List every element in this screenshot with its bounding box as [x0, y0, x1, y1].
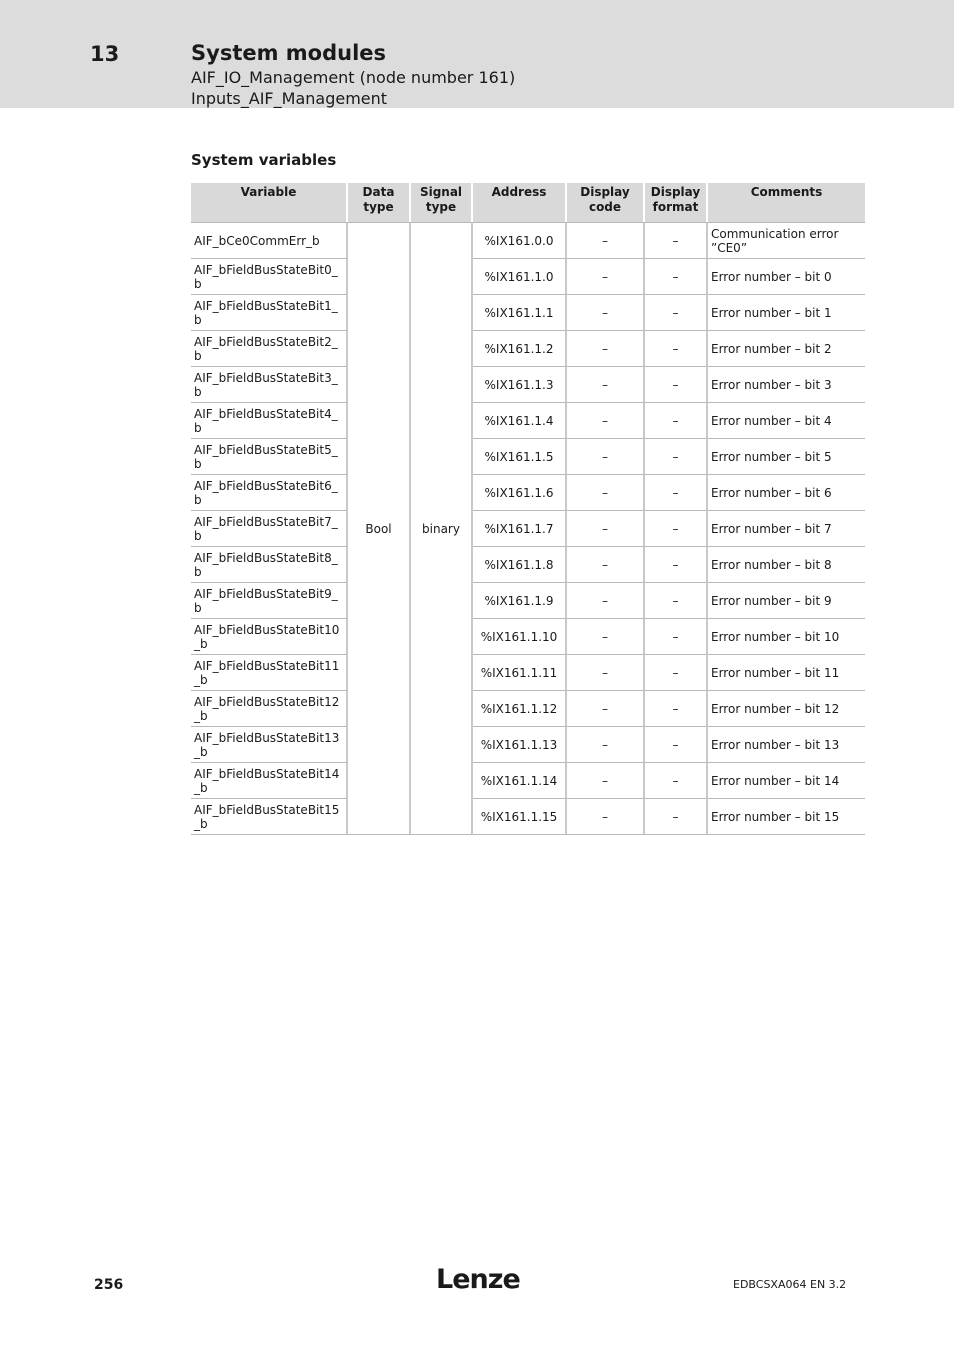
- lenze-logo: Lenze: [436, 1264, 520, 1295]
- column-header-signal-type: Signal type: [411, 183, 473, 222]
- cell-display-code: –: [567, 295, 645, 331]
- cell-variable: AIF_bFieldBusStateBit9_b: [191, 583, 348, 619]
- table-row: [191, 691, 865, 727]
- cell-signal-type: binary: [411, 222, 473, 835]
- table-row: [191, 547, 865, 583]
- cell-variable: AIF_bFieldBusStateBit15_b: [191, 799, 348, 835]
- cell-display-format: –: [645, 367, 708, 403]
- cell-display-code: –: [567, 259, 645, 295]
- column-header-data-type: Data type: [348, 183, 411, 222]
- cell-display-format: –: [645, 295, 708, 331]
- cell-comment: Error number – bit 15: [708, 799, 865, 835]
- cell-display-format: –: [645, 583, 708, 619]
- cell-display-format: –: [645, 799, 708, 835]
- cell-display-format: –: [645, 727, 708, 763]
- table-body: [191, 222, 865, 835]
- cell-address: %IX161.1.2: [473, 331, 567, 367]
- cell-display-format: –: [645, 331, 708, 367]
- cell-comment: Error number – bit 0: [708, 259, 865, 295]
- cell-address: %IX161.1.1: [473, 295, 567, 331]
- cell-display-code: –: [567, 547, 645, 583]
- table-row: [191, 799, 865, 835]
- cell-comment: Error number – bit 12: [708, 691, 865, 727]
- cell-variable: AIF_bFieldBusStateBit11_b: [191, 655, 348, 691]
- cell-display-format: –: [645, 619, 708, 655]
- cell-address: %IX161.1.6: [473, 475, 567, 511]
- cell-display-code: –: [567, 439, 645, 475]
- cell-variable: AIF_bFieldBusStateBit12_b: [191, 691, 348, 727]
- table-row: [191, 259, 865, 295]
- cell-address: %IX161.1.5: [473, 439, 567, 475]
- cell-display-code: –: [567, 331, 645, 367]
- cell-address: %IX161.1.14: [473, 763, 567, 799]
- cell-variable: AIF_bFieldBusStateBit1_b: [191, 295, 348, 331]
- cell-display-code: –: [567, 691, 645, 727]
- table-row: [191, 619, 865, 655]
- cell-variable: AIF_bFieldBusStateBit2_b: [191, 331, 348, 367]
- table-row: [191, 222, 865, 259]
- cell-display-format: –: [645, 403, 708, 439]
- cell-address: %IX161.1.0: [473, 259, 567, 295]
- cell-comment: Communication error ”CE0”: [708, 222, 865, 259]
- cell-display-code: –: [567, 222, 645, 259]
- chapter-title: System modules: [191, 41, 387, 65]
- table-row: [191, 439, 865, 475]
- column-header-display-format: Display format: [645, 183, 708, 222]
- chapter-subtitle-module: AIF_IO_Management (node number 161): [191, 68, 516, 87]
- table-row: [191, 727, 865, 763]
- cell-comment: Error number – bit 11: [708, 655, 865, 691]
- cell-variable: AIF_bFieldBusStateBit0_b: [191, 259, 348, 295]
- cell-comment: Error number – bit 5: [708, 439, 865, 475]
- cell-variable: AIF_bFieldBusStateBit10_b: [191, 619, 348, 655]
- system-variables-table: [191, 183, 865, 835]
- cell-display-code: –: [567, 763, 645, 799]
- chapter-number: 13: [90, 42, 120, 66]
- table-row: [191, 511, 865, 547]
- table-row: [191, 763, 865, 799]
- cell-address: %IX161.1.11: [473, 655, 567, 691]
- table-row: [191, 367, 865, 403]
- cell-variable: AIF_bFieldBusStateBit4_b: [191, 403, 348, 439]
- cell-display-code: –: [567, 511, 645, 547]
- table-row: [191, 583, 865, 619]
- cell-data-type: Bool: [348, 222, 411, 835]
- cell-display-format: –: [645, 691, 708, 727]
- chapter-subtitle-inputs: Inputs_AIF_Management: [191, 89, 388, 108]
- cell-display-code: –: [567, 367, 645, 403]
- cell-variable: AIF_bFieldBusStateBit13_b: [191, 727, 348, 763]
- column-header-variable: Variable: [191, 183, 348, 222]
- cell-address: %IX161.1.9: [473, 583, 567, 619]
- table-row: [191, 403, 865, 439]
- cell-comment: Error number – bit 3: [708, 367, 865, 403]
- cell-address: %IX161.1.13: [473, 727, 567, 763]
- cell-variable: AIF_bFieldBusStateBit8_b: [191, 547, 348, 583]
- cell-comment: Error number – bit 9: [708, 583, 865, 619]
- cell-comment: Error number – bit 13: [708, 727, 865, 763]
- cell-address: %IX161.1.8: [473, 547, 567, 583]
- cell-address: %IX161.1.12: [473, 691, 567, 727]
- cell-variable: AIF_bFieldBusStateBit14_b: [191, 763, 348, 799]
- cell-display-code: –: [567, 799, 645, 835]
- cell-comment: Error number – bit 4: [708, 403, 865, 439]
- cell-display-code: –: [567, 619, 645, 655]
- cell-display-format: –: [645, 222, 708, 259]
- cell-display-code: –: [567, 655, 645, 691]
- cell-comment: Error number – bit 14: [708, 763, 865, 799]
- cell-variable: AIF_bFieldBusStateBit7_b: [191, 511, 348, 547]
- cell-comment: Error number – bit 7: [708, 511, 865, 547]
- cell-address: %IX161.1.7: [473, 511, 567, 547]
- cell-comment: Error number – bit 10: [708, 619, 865, 655]
- cell-display-code: –: [567, 403, 645, 439]
- cell-display-format: –: [645, 511, 708, 547]
- cell-display-code: –: [567, 583, 645, 619]
- cell-display-format: –: [645, 655, 708, 691]
- cell-address: %IX161.1.15: [473, 799, 567, 835]
- table-row: [191, 655, 865, 691]
- cell-address: %IX161.1.4: [473, 403, 567, 439]
- cell-variable: AIF_bFieldBusStateBit3_b: [191, 367, 348, 403]
- document-reference: EDBCSXA064 EN 3.2: [733, 1278, 847, 1291]
- column-header-display-code: Display code: [567, 183, 645, 222]
- page-number: 256: [94, 1277, 124, 1293]
- cell-display-format: –: [645, 439, 708, 475]
- column-header-comments: Comments: [708, 183, 865, 222]
- cell-address: %IX161.1.10: [473, 619, 567, 655]
- table-row: [191, 475, 865, 511]
- cell-comment: Error number – bit 1: [708, 295, 865, 331]
- cell-comment: Error number – bit 8: [708, 547, 865, 583]
- cell-comment: Error number – bit 2: [708, 331, 865, 367]
- cell-comment: Error number – bit 6: [708, 475, 865, 511]
- cell-display-format: –: [645, 259, 708, 295]
- cell-address: %IX161.1.3: [473, 367, 567, 403]
- cell-display-code: –: [567, 727, 645, 763]
- section-title: System variables: [191, 151, 337, 169]
- table-header-row: [191, 183, 865, 222]
- cell-display-format: –: [645, 763, 708, 799]
- cell-display-format: –: [645, 547, 708, 583]
- cell-display-format: –: [645, 475, 708, 511]
- table-row: [191, 295, 865, 331]
- column-header-address: Address: [473, 183, 567, 222]
- cell-variable: AIF_bFieldBusStateBit6_b: [191, 475, 348, 511]
- cell-variable: AIF_bCe0CommErr_b: [191, 222, 348, 259]
- table-row: [191, 331, 865, 367]
- header-band: [0, 0, 954, 108]
- cell-display-code: –: [567, 475, 645, 511]
- cell-address: %IX161.0.0: [473, 222, 567, 259]
- cell-variable: AIF_bFieldBusStateBit5_b: [191, 439, 348, 475]
